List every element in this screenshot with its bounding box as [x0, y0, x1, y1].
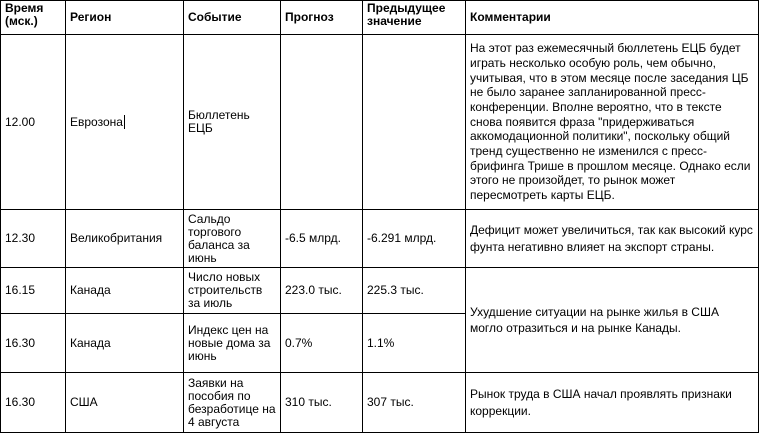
header-comments: Комментарии [466, 1, 759, 35]
time-cell: 16.30 [1, 314, 66, 373]
forecast-cell: 223.0 тыс. [281, 268, 363, 314]
forecast-cell: -6.5 млрд. [281, 210, 363, 268]
forecast-cell [281, 35, 363, 210]
header-time: Время (мск.) [1, 1, 66, 35]
table-row [1, 268, 759, 314]
table-row [1, 210, 759, 268]
comment-cell: На этот раз ежемесячный бюллетень ЕЦБ будет играть несколько особую роль, чем обычно, учитывая, что в этом месяце после заседания ЦБ не было заранее запланированной пресс-конференции. Вполне вероятно, что в тексте снова появится фраза "придерживаться аккомодационной политики", поскольку общий тренд существенно не изменился с пресс-брифинга Трише в прошлом месяце. Однако если этого не произойдет, то рынок может пересмотреть карты ЕЦБ. [466, 35, 759, 210]
event-cell: Бюллетень ЕЦБ [184, 35, 281, 210]
previous-cell: -6.291 млрд. [363, 210, 466, 268]
region-cell: Канада [66, 314, 184, 373]
header-event: Событие [184, 1, 281, 35]
time-cell: 12.30 [1, 210, 66, 268]
header-forecast: Прогноз [281, 1, 363, 35]
comment-cell: Ухудшение ситуации на рынке жилья в США могло отразиться и на рынке Канады. [466, 268, 759, 373]
event-cell: Индекс цен на новые дома за июнь [184, 314, 281, 373]
region-cell: США [66, 373, 184, 433]
header-row [1, 1, 759, 35]
comment-cell: Рынок труда в США начал проявлять признаки коррекции. [466, 373, 759, 433]
previous-cell: 307 тыс. [363, 373, 466, 433]
event-cell: Сальдо торгового баланса за июнь [184, 210, 281, 268]
previous-cell [363, 35, 466, 210]
forecast-cell: 310 тыс. [281, 373, 363, 433]
time-cell: 16.30 [1, 373, 66, 433]
header-region: Регион [66, 1, 184, 35]
event-cell: Число новых строительств за июль [184, 268, 281, 314]
table-row [1, 35, 759, 210]
header-previous: Предыдущее значение [363, 1, 466, 35]
forecast-cell: 0.7% [281, 314, 363, 373]
event-cell: Заявки на пособия по безработице на 4 августа [184, 373, 281, 433]
time-cell: 12.00 [1, 35, 66, 210]
comment-cell: Дефицит может увеличиться, так как высокий курс фунта негативно влияет на экспорт страны. [466, 210, 759, 268]
time-cell: 16.15 [1, 268, 66, 314]
region-text: Еврозона [70, 114, 123, 129]
previous-cell: 225.3 тыс. [363, 268, 466, 314]
table-row [1, 373, 759, 433]
region-cell: Канада [66, 268, 184, 314]
region-cell: Великобритания [66, 210, 184, 268]
region-cell[interactable] [66, 35, 184, 210]
text-cursor [124, 115, 125, 129]
previous-cell: 1.1% [363, 314, 466, 373]
